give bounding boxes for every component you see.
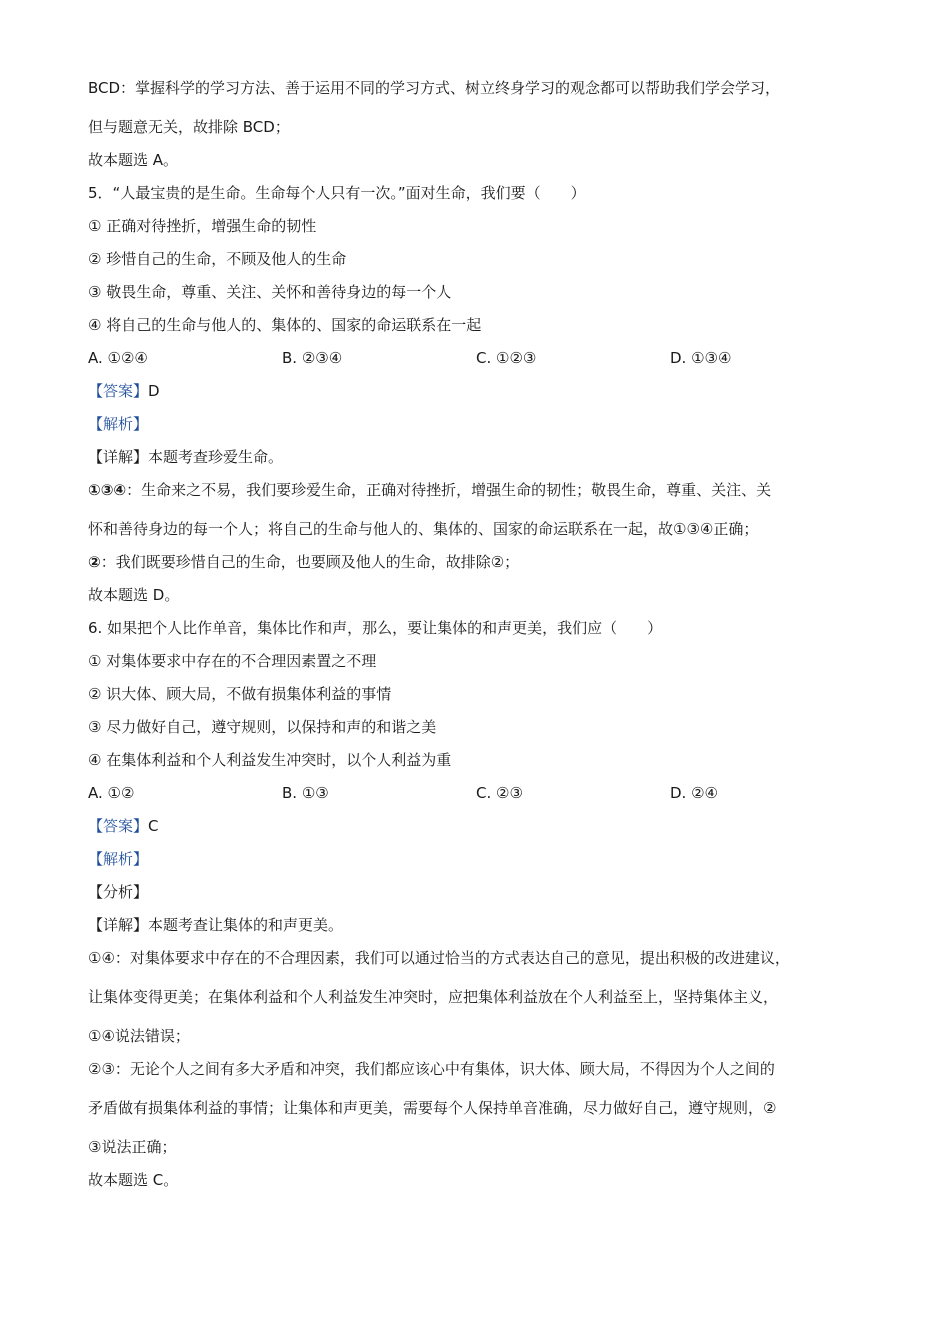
- q5-conclusion: 故本题选 D。: [88, 586, 180, 604]
- q5-para2-text: ：我们既要珍惜自己的生命，也要顾及他人的生命，故排除②；: [100, 553, 520, 571]
- q6-answer: [88, 816, 878, 836]
- q6-detail: 【详解】本题考查让集体的和声更美。: [88, 916, 344, 934]
- q6-answer-tag: 【答案】: [88, 817, 149, 835]
- q5-para1-line1: [88, 480, 878, 500]
- q5-para2-lead: ②: [88, 553, 101, 571]
- q6-options: [88, 783, 878, 803]
- q6-statement-3: ③ 尽力做好自己，遵守规则，以保持和声的和谐之美: [88, 718, 437, 736]
- q6-answer-value: C: [148, 817, 159, 835]
- q6-option-c: C. ②③: [476, 784, 523, 802]
- q5-statement-3: ③ 敬畏生命，尊重、关注、关怀和善待身边的每一个人: [88, 283, 452, 301]
- q6-para2-line3: ③说法正确；: [88, 1138, 177, 1156]
- q5-option-a: A. ①②④: [88, 349, 148, 367]
- q5-answer-tag: 【答案】: [88, 382, 149, 400]
- q5-para2: [88, 552, 878, 572]
- q5-statement-2: ② 珍惜自己的生命，不顾及他人的生命: [88, 250, 347, 268]
- q5-stem: 5．“人最宝贵的是生命。生命每个人只有一次。”面对生命，我们要（ ）: [88, 184, 586, 202]
- q6-statement-4: ④ 在集体利益和个人利益发生冲突时，以个人利益为重: [88, 751, 452, 769]
- q6-para1-line2: 让集体变得更美；在集体利益和个人利益发生冲突时，应把集体利益放在个人利益至上，坚持集体主义，: [88, 988, 779, 1006]
- q6-statement-1: ① 对集体要求中存在的不合理因素置之不理: [88, 652, 377, 670]
- q5-para1-lead: ①③④: [88, 481, 127, 499]
- q6-statement-2: ② 识大体、顾大局，不做有损集体利益的事情: [88, 685, 392, 703]
- q6-para2-line1: ②③：无论个人之间有多大矛盾和冲突，我们都应该心中有集体，识大体、顾大局，不得因为个人之间的: [88, 1060, 775, 1078]
- q5-option-d: D. ①③④: [670, 349, 732, 367]
- q6-option-a: A. ①②: [88, 784, 135, 802]
- q6-analysis-tag: 【解析】: [88, 850, 149, 868]
- q6-option-d: D. ②④: [670, 784, 718, 802]
- q6-para1-line1: ①④：对集体要求中存在的不合理因素，我们可以通过恰当的方式表达自己的意见，提出积极的改进建议，: [88, 949, 790, 967]
- q5-option-c: C. ①②③: [476, 349, 537, 367]
- q5-options: [88, 348, 878, 368]
- q5-answer: [88, 381, 878, 401]
- q6-para1-line3: ①④说法错误；: [88, 1027, 190, 1045]
- q6-conclusion: 故本题选 C。: [88, 1171, 179, 1189]
- prev-analysis-line2: 但与题意无关，故排除 BCD；: [88, 118, 290, 136]
- q5-answer-value: D: [148, 382, 160, 400]
- prev-analysis-line1: BCD：掌握科学的学习方法、善于运用不同的学习方式、树立终身学习的观念都可以帮助我们学会学习，: [88, 79, 781, 97]
- q5-para1-text: ：生命来之不易，我们要珍爱生命，正确对待挫折，增强生命的韧性；敬畏生命，尊重、关注、关: [126, 481, 772, 499]
- prev-conclusion: 故本题选 A。: [88, 151, 179, 169]
- q5-statement-4: ④ 将自己的生命与他人的、集体的、国家的命运联系在一起: [88, 316, 482, 334]
- q6-stem: 6. 如果把个人比作单音，集体比作和声，那么，要让集体的和声更美，我们应（ ）: [88, 619, 663, 637]
- q6-fenxi: 【分析】: [88, 883, 149, 901]
- q5-option-b: B. ②③④: [282, 349, 343, 367]
- q5-para1-line2: 怀和善待身边的每一个人；将自己的生命与他人的、集体的、国家的命运联系在一起，故①③④正确；: [88, 520, 759, 538]
- q6-option-b: B. ①③: [282, 784, 329, 802]
- q5-detail: 【详解】本题考查珍爱生命。: [88, 448, 284, 466]
- q5-statement-1: ① 正确对待挫折，增强生命的韧性: [88, 217, 317, 235]
- q5-analysis-tag: 【解析】: [88, 415, 149, 433]
- q6-para2-line2: 矛盾做有损集体利益的事情；让集体和声更美，需要每个人保持单音准确，尽力做好自己，遵守规则，②: [88, 1099, 777, 1117]
- document-page: [88, 78, 878, 1190]
